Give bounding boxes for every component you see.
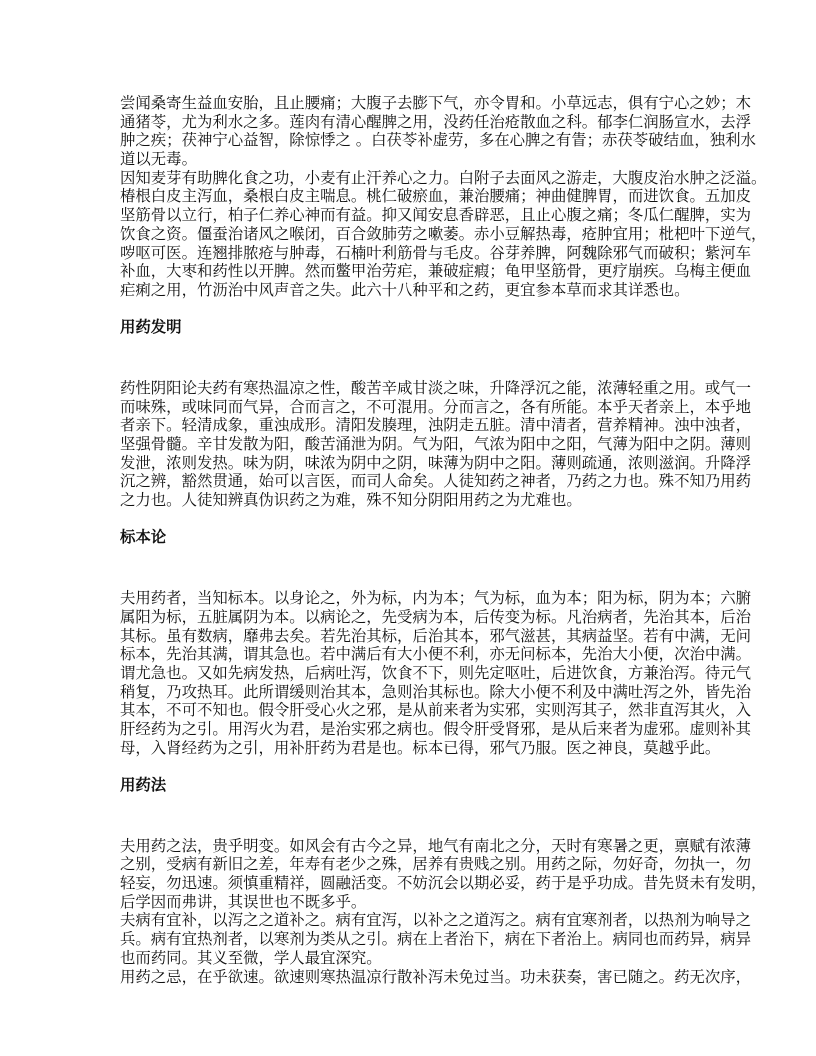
section-biaoben-lun: [120, 510, 752, 758]
text-line: 发泄，浓则发热。味为阴，味浓为阴中之阴，味薄为阴中之阳。薄则疏通，浓则滋润。升降浮: [120, 453, 752, 472]
text-line: 轻妄，勿迅速。须慎重精祥，圆融活变。不妨沉会以期必妥，药于是乎功成。昔先贤未有发明，: [120, 874, 767, 893]
text-line: 肿之疾；茯神宁心益智，除惊悸之 。白茯苓补虚劳，多在心脾之有眚；赤茯苓破结血，独利水: [120, 131, 756, 150]
document-page: [120, 94, 767, 986]
text-line: 药性阴阳论夫药有寒热温凉之性，酸苦辛咸甘淡之味，升降浮沉之能，浓薄轻重之用。或气一: [120, 378, 752, 397]
text-line: 椿根白皮主泻血，桑根白皮主喘息。桃仁破瘀血，兼治腰痛；神曲健脾胃，而进饮食。五加皮: [120, 187, 752, 206]
section-yongyao-faming: [120, 300, 752, 510]
text-line: 而味殊，或味同而气异，合而言之，不可混用。分而言之，各有所能。本乎天者亲上，本乎地: [120, 397, 752, 416]
text-line: 疟痢之用，竹沥治中风声音之失。此六十八种平和之药，更宜参本草而求其详悉也。: [120, 280, 690, 299]
text-line: 哕呕可医。连翘排脓疮与肿毒，石楠叶利筋骨与毛皮。谷芽养脾，阿魏除邪气而破积；紫河车: [120, 243, 752, 262]
paragraph: [120, 967, 752, 987]
text-line: 标本，先治其满，谓其急也。若中满后有大小便不利，亦无问标本，先治大小便，次治中满。: [120, 645, 752, 664]
text-line: 坚强骨髓。辛甘发散为阳，酸苦涌泄为阴。气为阳，气浓为阳中之阳，气薄为阳中之阴。薄则: [120, 435, 752, 453]
paragraph: [120, 168, 767, 300]
text-line: 属阳为标，五脏属阴为本。以病论之，先受病为本，后传变为标。凡治病者，先治其本，后治: [120, 607, 752, 626]
text-line: 之别，受病有新旧之差，年寿有老少之殊，居养有贵贱之别。用药之际，勿好奇，勿执一，勿: [120, 855, 752, 874]
section-intro: [120, 94, 767, 300]
text-line: 通猪苓，尤为利水之多。莲肉有清心醒脾之用，没药任治疮散血之科。郁李仁润肠宣水，去浮: [120, 112, 752, 131]
text-line: 稍复，乃攻热耳。此所谓缓则治其本，急则治其标也。除大小便不利及中满吐泻之外，皆先治: [120, 682, 752, 701]
text-line: 兵。病有宜热剂者，以寒剂为类从之引。病在上者治下，病在下者治上。病同也而药异，病异: [120, 930, 752, 949]
paragraph: [120, 911, 752, 967]
text-line: 也而药同。其义至微，学人最宜深究。: [120, 948, 382, 967]
text-line: 用药之忌，在乎欲速。欲速则寒热温凉行散补泻未免过当。功未获奏，害已随之。药无次序，: [120, 967, 752, 986]
paragraph: [120, 836, 767, 912]
text-line: 母，入肾经药为之引，用补肝药为君是也。标本已得，邪气乃服。医之神良，莫越乎此。: [120, 738, 721, 757]
text-line: 饮食之资。僵蚕治诸风之喉闭，百合敛肺劳之嗽萎。赤小豆解热毒，疮肿宜用；枇杷叶下逆气，: [120, 224, 767, 243]
text-line: 者亲下。轻清成象，重浊成形。清阳发腠理，浊阴走五脏。清中清者，营养精神。浊中浊者，: [120, 416, 752, 435]
section-heading: 用药法: [120, 776, 167, 794]
spacer: [120, 757, 698, 776]
spacer: [120, 795, 698, 837]
spacer: [120, 510, 698, 529]
spacer: [120, 300, 698, 319]
section-heading: 标本论: [120, 528, 167, 547]
text-line: 其本，不可不知也。假令肝受心火之邪，是从前来者为实邪，实则泻其子，然非直泻其火，入: [120, 701, 752, 720]
text-line: 坚筋骨以立行，柏子仁养心神而有益。抑又闻安息香辟恶，且止心腹之痛；冬瓜仁醒脾，实为: [120, 206, 752, 225]
text-line: 后学因而弗讲，其误世也不既多乎。: [120, 892, 367, 911]
text-line: 夫用药者，当知标本。以身论之，外为标，内为本；气为标，血为本；阳为标，阴为本；六腑: [120, 589, 752, 608]
text-line: 因知麦芽有助脾化食之功，小麦有止汗养心之力。白附子去面风之游走，大腹皮治水肿之泛溢。: [120, 168, 767, 187]
text-line: 夫病有宜补，以泻之之道补之。病有宜泻，以补之之道泻之。病有宜寒剂者，以热剂为响导之: [120, 911, 752, 930]
text-line: 之力也。人徒知辨真伪识药之为难，殊不知分阴阳用药之为尤难也。: [120, 491, 582, 510]
text-line: 补血，大枣和药性以开脾。然而鳖甲治劳疟，兼破症瘕；龟甲坚筋骨，更疗崩疾。乌梅主便血: [120, 262, 752, 281]
paragraph: [120, 378, 752, 510]
text-line: 其标。虽有数病，靡弗去矣。若先治其标，后治其本，邪气滋甚，其病益坚。若有中满，无问: [120, 626, 752, 645]
spacer: [120, 337, 698, 379]
text-line: 肝经药为之引。用泻火为君，是治实邪之病也。假令肝受肾邪，是从后来者为虚邪。虚则补其: [120, 719, 752, 738]
text-line: 尝闻桑寄生益血安胎，且止腰痛；大腹子去膨下气，亦令胃和。小草远志，俱有宁心之妙；木: [120, 94, 752, 112]
text-line: 道以无毒。: [120, 150, 197, 169]
text-line: 谓尤急也。又如先病发热，后病吐泻，饮食不下，则先定呕吐，后进饮食，方兼治泻。待元气: [120, 663, 752, 682]
text-line: 夫用药之法，贵乎明变。如风会有古今之异，地气有南北之分，天时有寒暑之更，禀赋有浓薄: [120, 836, 752, 855]
paragraph: [120, 589, 752, 757]
section-heading: 用药发明: [120, 318, 182, 337]
section-yongyao-fa: [120, 757, 767, 986]
text-line: 沉之辨，豁然贯通，始可以言医，而司人命矣。人徒知药之神者，乃药之力也。殊不知乃用药: [120, 472, 752, 491]
paragraph: [120, 94, 756, 169]
spacer: [120, 547, 698, 589]
